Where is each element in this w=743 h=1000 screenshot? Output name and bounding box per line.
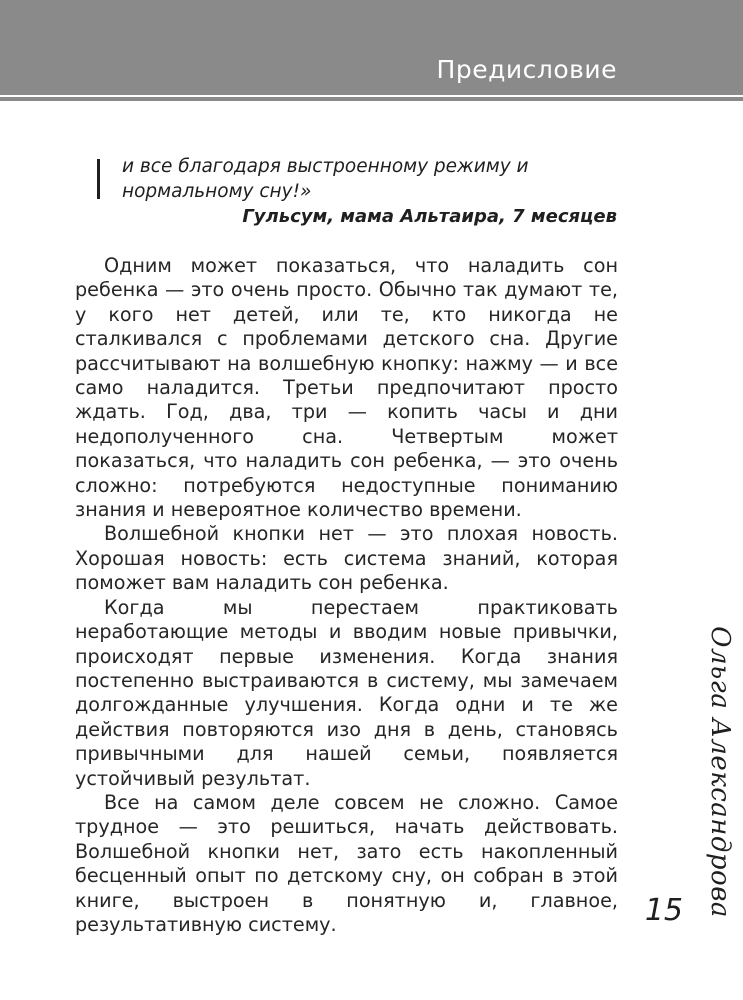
body-text [75, 254, 618, 937]
paragraph: Волшебной кнопки нет — это плохая новость. Хорошая новость: есть система знаний, которая поможет вам наладить сон ребенка. [75, 522, 618, 595]
paragraph: Одним может показаться, что наладить сон ребенка — это очень просто. Обычно так думают те, у кого нет детей, или те, кто никогда не сталкивался с проблемами детского сна. Другие рассчитывают на волшебную кнопку: нажму — и все само наладится. Третьи предпочитают просто ждать. Год, два, три — копить часы и дни недополученного сна. Четвертым может показаться, что наладить сон ребенка, — это очень сложно: потребуются недоступные пониманию знания и невероятное количество времени. [75, 254, 618, 522]
side-author [700, 626, 740, 918]
quote-bar [97, 159, 100, 199]
side-author-name: Ольга Александрова [705, 626, 735, 918]
header-band [0, 0, 743, 101]
header-divider [0, 95, 743, 97]
page-number: 15 [644, 893, 683, 928]
paragraph: Когда мы перестаем практиковать неработающие методы и вводим новые привычки, происходят первые изменения. Когда знания постепенно выстраиваются в систему, мы замечаем долгожданные улучшения. Когда одни и те же действия повторяются изо дня в день, становясь привычными для нашей семьи, появляется устойчивый результат. [75, 595, 618, 790]
quote-author: Гульсум, мама Альтаира, 7 месяцев [242, 206, 617, 227]
section-title: Предисловие [436, 55, 617, 84]
quote-text: и все благодаря выстроенному режиму и нормальному сну!» [122, 156, 529, 202]
paragraph: Все на самом деле совсем не сложно. Самое трудное — это решиться, начать действовать. Волшебной кнопки нет, зато есть накопленный бесценный опыт по детскому сну, он собран в этой книге, выстроен в понятную и, главное, результативную систему. [75, 790, 618, 936]
